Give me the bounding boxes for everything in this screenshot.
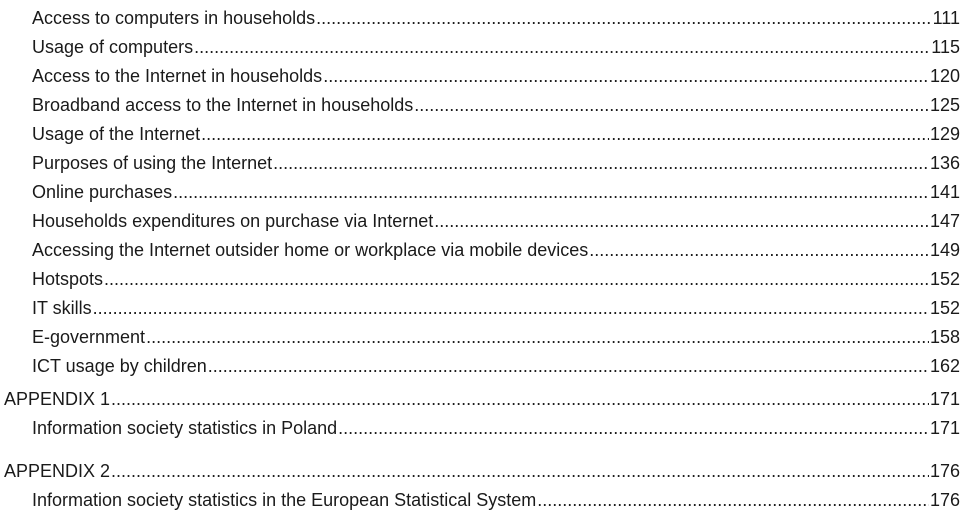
toc-page-number: 141 [929, 182, 960, 202]
toc-entry-title: Information society statistics in Poland [32, 418, 338, 438]
toc-entry-title: Households expenditures on purchase via Internet [32, 211, 434, 231]
toc-appendix-entry[interactable] [4, 381, 960, 410]
toc-dot-leader [589, 239, 929, 261]
toc-entry-title: Purposes of using the Internet [32, 153, 273, 173]
toc-dot-leader [173, 181, 929, 203]
toc-page-number: 158 [929, 327, 960, 347]
toc-entry-title: Broadband access to the Internet in households [32, 95, 414, 115]
toc-entry[interactable] [32, 203, 960, 232]
toc-entry-title: APPENDIX 2 [4, 461, 111, 481]
toc-page-number: 115 [931, 37, 960, 57]
toc-dot-leader [194, 36, 930, 58]
toc-dot-leader [111, 460, 929, 482]
toc-dot-leader [208, 355, 929, 377]
toc-entry-title: ICT usage by children [32, 356, 207, 376]
toc-dot-leader [146, 326, 929, 348]
toc-page-number: 176 [929, 490, 960, 510]
toc-entry[interactable] [32, 174, 960, 203]
toc-page-number: 125 [929, 95, 960, 115]
toc-page-number: 152 [929, 269, 960, 289]
toc-appendix-entry[interactable] [4, 453, 960, 482]
toc-entry[interactable] [32, 116, 960, 145]
toc-entry[interactable] [32, 58, 960, 87]
toc-entry-title: Accessing the Internet outsider home or workplace via mobile devices [32, 240, 589, 260]
toc-entry[interactable] [32, 319, 960, 348]
toc-page-number: 149 [929, 240, 960, 260]
toc-page-number: 136 [929, 153, 960, 173]
toc-page-number: 120 [929, 66, 960, 86]
toc-dot-leader [111, 388, 929, 410]
toc-page-number: 171 [929, 418, 960, 438]
toc-entry-title: IT skills [32, 298, 92, 318]
toc-page-number: 147 [929, 211, 960, 231]
toc-dot-leader [434, 210, 929, 232]
toc-entry-title: Access to computers in households [32, 8, 316, 28]
toc-dot-leader [537, 489, 929, 511]
toc-dot-leader [273, 152, 929, 174]
toc-entry-title: E-government [32, 327, 146, 347]
toc-entry-title: APPENDIX 1 [4, 389, 111, 409]
toc-entry[interactable] [32, 145, 960, 174]
toc-dot-leader [414, 94, 929, 116]
toc-page-number: 176 [929, 461, 960, 481]
toc-entry[interactable] [32, 29, 960, 58]
toc-entry[interactable] [32, 232, 960, 261]
toc-entry-title: Online purchases [32, 182, 173, 202]
toc-dot-leader [323, 65, 929, 87]
toc-entry-title: Usage of the Internet [32, 124, 201, 144]
toc-entry[interactable] [32, 261, 960, 290]
toc-entry-title: Usage of computers [32, 37, 194, 57]
toc-entry[interactable] [32, 410, 960, 439]
toc-entry-title: Hotspots [32, 269, 104, 289]
toc-entry[interactable] [32, 290, 960, 319]
toc-page-number: 152 [929, 298, 960, 318]
toc-entry[interactable] [32, 348, 960, 377]
toc-entry-title: Access to the Internet in households [32, 66, 323, 86]
toc-dot-leader [316, 7, 931, 29]
toc-dot-leader [104, 268, 929, 290]
toc-entry-title: Information society statistics in the European Statistical System [32, 490, 537, 510]
toc-page-number: 162 [929, 356, 960, 376]
toc-page-number: 171 [929, 389, 960, 409]
toc-page-number: 129 [929, 124, 960, 144]
toc-page-number: 111 [932, 8, 960, 28]
toc-dot-leader [201, 123, 929, 145]
toc-entry[interactable] [32, 482, 960, 511]
toc-entry[interactable] [32, 0, 960, 29]
toc-entry[interactable] [32, 87, 960, 116]
toc-dot-leader [93, 297, 929, 319]
toc-dot-leader [338, 417, 929, 439]
